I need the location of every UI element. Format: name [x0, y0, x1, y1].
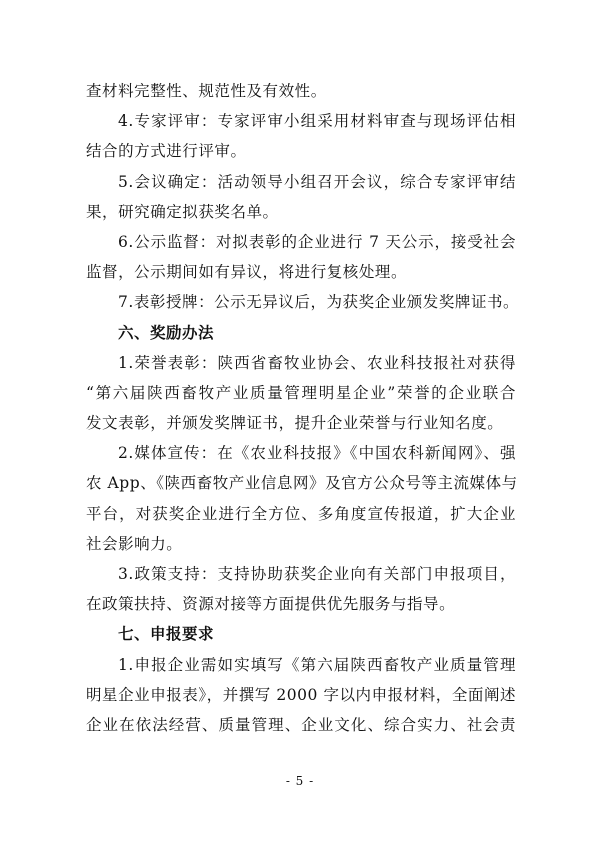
- page-number: - 5 -: [285, 774, 315, 788]
- text-line: 平台，对获奖企业进行全方位、多角度宣传报道，扩大企业: [86, 504, 516, 523]
- text-line: 果，研究确定拟获奖名单。: [86, 202, 279, 221]
- text-line: 查材料完整性、规范性及有效性。: [86, 82, 327, 100]
- section-heading: 六、奖励办法: [118, 323, 215, 342]
- text-line: 5.会议确定：活动领导小组召开会议，综合专家评审结: [118, 172, 516, 191]
- text-line: 3.政策支持：支持协助获奖企业向有关部门申报项目，: [118, 565, 516, 583]
- text-line: “第六届陕西畜牧产业质量管理明星企业”荣誉的企业联合: [86, 383, 516, 402]
- text-line: 4.专家评审：专家评审小组采用材料审查与现场评估相: [118, 112, 516, 131]
- text-line: 1.申报企业需如实填写《第六届陕西畜牧产业质量管理: [118, 655, 516, 674]
- text-line: 监督，公示期间如有异议，将进行复核处理。: [86, 263, 408, 282]
- text-line: 农 App、《陕西畜牧产业信息网》及官方公众号等主流媒体与: [86, 474, 518, 493]
- text-line: 7.表彰授牌：公示无异议后，为获奖企业颁发奖牌证书。: [118, 293, 520, 312]
- text-line: 2.媒体宣传：在《农业科技报》《中国农科新闻网》、强: [118, 444, 516, 463]
- section-heading: 七、申报要求: [118, 625, 215, 644]
- text-line: 6.公示监督：对拟表彰的企业进行 7 天公示，接受社会: [118, 232, 516, 251]
- text-line: 结合的方式进行评审。: [86, 142, 247, 161]
- text-line: 1.荣誉表彰：陕西省畜牧业协会、农业科技报社对获得: [118, 353, 516, 372]
- text-line: 发文表彰，并颁发奖牌证书，提升企业荣誉与行业知名度。: [86, 414, 504, 433]
- text-line: 明星企业申报表》，并撰写 2000 字以内申报材料，全面阐述: [86, 685, 517, 704]
- document-body: [86, 76, 520, 740]
- text-line: 社会影响力。: [86, 534, 183, 553]
- text-line: 企业在依法经营、质量管理、企业文化、综合实力、社会责: [86, 715, 516, 734]
- text-line: 在政策扶持、资源对接等方面提供优先服务与指导。: [86, 595, 456, 614]
